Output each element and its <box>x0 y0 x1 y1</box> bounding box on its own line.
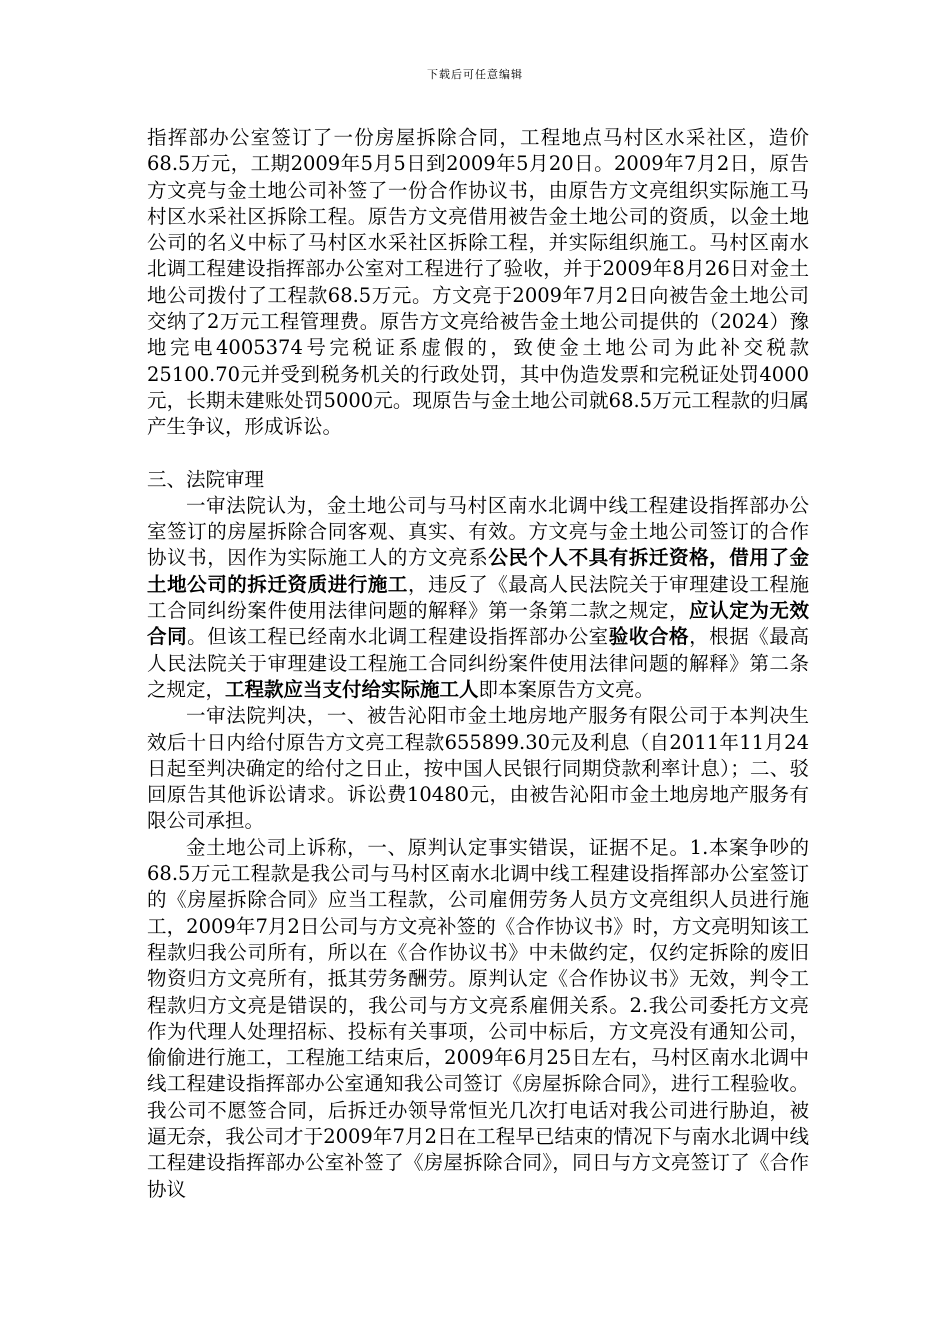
document-body <box>147 125 809 1203</box>
section-title: 三、法院审理 <box>147 467 265 491</box>
text-run: 即本案原告方文亮。 <box>478 677 655 701</box>
page-header: 下载后可任意编辑 <box>427 68 523 81</box>
bold-text-run: 应认定为无效合同 <box>147 599 809 649</box>
paragraph-facts: 指挥部办公室签订了一份房屋拆除合同，工程地点马村区水采社区，造价68.5万元，工期2009年5月5日到2009年5月20日。2009年7月2日，原告方文亮与金土地公司补签了一份合作协议书，由原告方文亮组织实际施工马村区水采社区拆除工程。原告方文亮借用被告金土地公司的资质，以金土地公司的名义中标了马村区水采社区拆除工程，并实际组织施工。马村区南水北调工程建设指挥部办公室对工程进行了验收，并于2009年8月26日对金土地公司拨付了工程款68.5万元。方文亮于2009年7月2日向被告金土地公司交纳了2万元工程管理费。原告方文亮给被告金土地公司提供的（2024）豫地完电4005374号完税证系虚假的，致使金土地公司为此补交税款25100.70元并受到税务机关的行政处罚，其中伪造发票和完税证处罚4000元，长期未建账处罚5000元。现原告与金土地公司就68.5万元工程款的归属产生争议，形成诉讼。 <box>147 126 809 439</box>
paragraph-court-opinion <box>147 493 809 703</box>
paragraph-judgment: 一审法院判决，一、被告沁阳市金土地房地产服务有限公司于本判决生效后十日内给付原告方文亮工程款655899.30元及利息（自2011年11月24日起至判决确定的给付之日止，按中国人民银行同期贷款利率计息）；二、驳回原告其他诉讼请求。诉讼费10480元，由被告沁阳市金土地房地产服务有限公司承担。 <box>147 704 809 833</box>
text-run: ，根据《最高人民法院关于审理建设工程施工合同纠纷案件使用法律问题的解释》第二条之规定， <box>147 625 809 701</box>
bold-text-run: 公民个人不具有拆迁资格，借用了金土地公司的拆迁资质进行施工 <box>147 546 809 596</box>
bold-text-run: 验收合格 <box>608 625 690 649</box>
text-run: 一审法院认为，金土地公司与马村区南水北调中线工程建设指挥部办公室签订的房屋拆除合同客观、真实、有效。方文亮与金土地公司签订的合作协议书，因作为实际施工人的方文亮系 <box>147 493 809 570</box>
text-run: ，违反了《最高人民法院关于审理建设工程施工合同纠纷案件使用法律问题的解释》第一条第二款之规定， <box>147 572 809 623</box>
text-run: 。但该工程已经南水北调工程建设指挥部办公室 <box>187 625 609 649</box>
paragraph-appeal: 金土地公司上诉称，一、原判认定事实错误，证据不足。1.本案争吵的68.5万元工程款是我公司与马村区南水北调中线工程建设指挥部办公室签订的《房屋拆除合同》应当工程款，公司雇佣劳务人员方文亮组织人员进行施工，2009年7月2日公司与方文亮补签的《合作协议书》时，方文亮明知该工程款归我公司所有，所以在《合作协议书》中未做约定，仅约定拆除的废旧物资归方文亮所有，抵其劳务酬劳。原判认定《合作协议书》无效，判令工程款归方文亮是错误的，我公司与方文亮系雇佣关系。2.我公司委托方文亮作为代理人处理招标、投标有关事项，公司中标后，方文亮没有通知公司，偷偷进行施工，工程施工结束后，2009年6月25日左右，马村区南水北调中线工程建设指挥部办公室通知我公司签订《房屋拆除合同》，进行工程验收。我公司不愿签合同，后拆迁办领导常恒光几次打电话对我公司进行胁迫，被逼无奈，我公司才于2009年7月2日在工程早已结束的情况下与南水北调中线工程建设指挥部办公室补签了《房屋拆除合同》，同日与方文亮签订了《合作协议 <box>147 835 809 1201</box>
bold-text-run: 工程款应当支付给实际施工人 <box>225 677 479 701</box>
